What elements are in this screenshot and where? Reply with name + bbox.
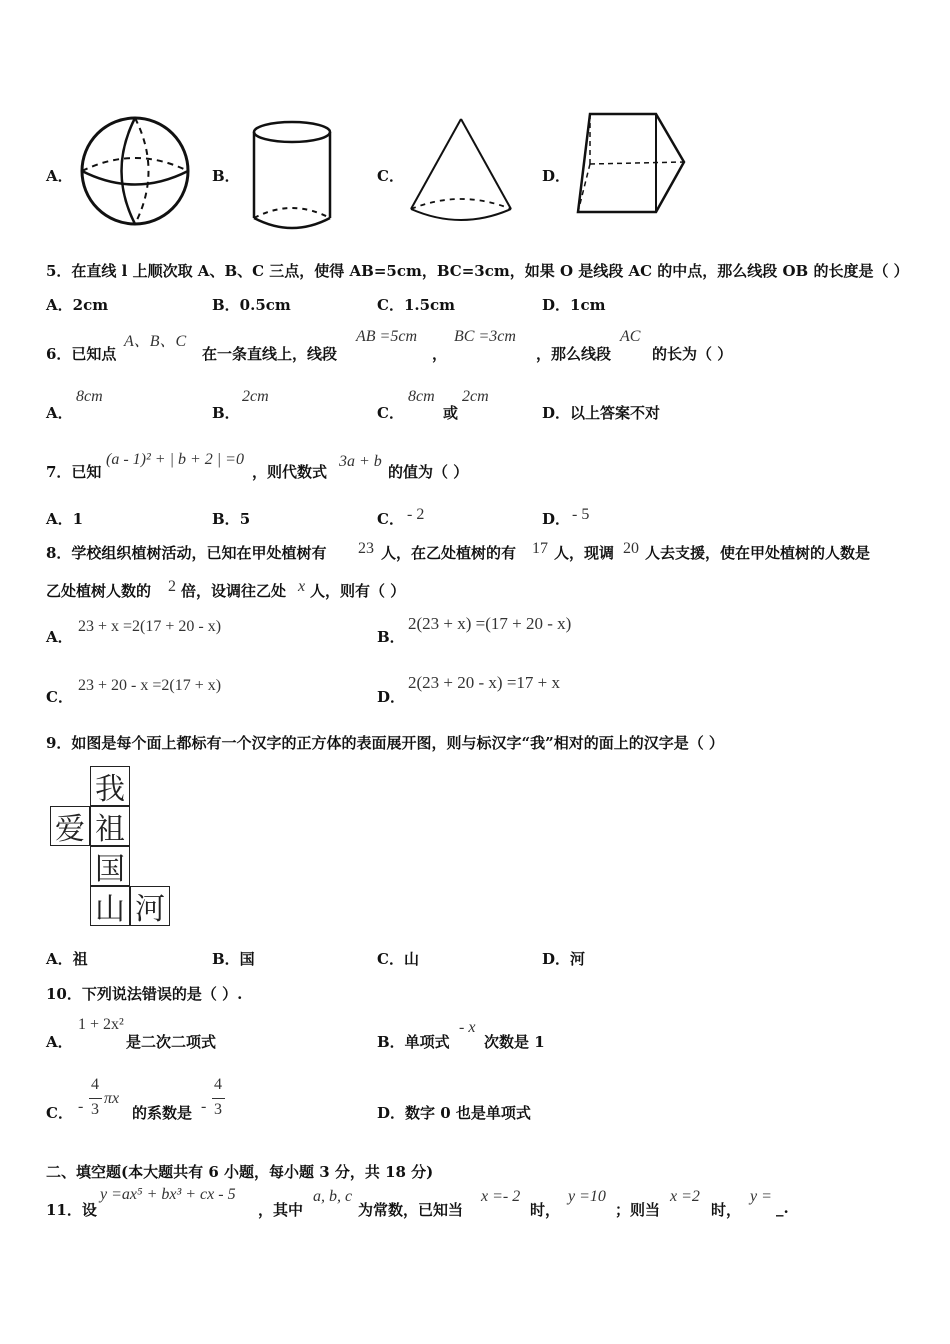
section-2-title: 二、填空题(本大题共有 6 小题，每小题 3 分，共 18 分)	[46, 1163, 434, 1181]
sphere-icon	[78, 113, 194, 229]
fraction-bar	[89, 1098, 102, 1099]
q10-option-a-text: 是二次二项式	[126, 1033, 217, 1051]
net-cell-wo: 我	[90, 766, 130, 806]
q8-option-d-label: D．	[377, 688, 406, 706]
q6-option-c-math2: 2cm	[462, 388, 489, 405]
q6-option-c-math1: 8cm	[408, 388, 435, 405]
cylinder-icon	[248, 118, 336, 234]
q5-option-c: C．1.5cm	[377, 296, 456, 314]
q10-option-d: D．数字 0 也是单项式	[377, 1104, 531, 1122]
q6-option-c-or: 或	[443, 404, 459, 422]
q10-option-b-text: 次数是 1	[484, 1033, 545, 1051]
q7-option-c-value: - 2	[407, 506, 425, 523]
q10-option-b-label: B．单项式	[377, 1033, 450, 1051]
q5-stem: 5．在直线 l 上顺次取 A、B、C 三点，使得 AB=5cm，BC=3cm，如果 O 是线段 AC 的中点，那么线段 OB 的长度是（ ）	[46, 262, 909, 280]
q8-option-d-expr: 2(23 + 20 - x) =17 + x	[408, 673, 560, 692]
net-cell-he: 河	[130, 886, 170, 926]
q5-option-a: A．2cm	[46, 296, 109, 314]
q10-option-a-math: 1 + 2x²	[78, 1016, 124, 1033]
q4-option-a-label: A．	[46, 167, 73, 185]
q5-option-d: D．1cm	[542, 296, 606, 314]
q7-option-b: B．5	[212, 510, 251, 528]
q6-option-c-label: C．	[377, 404, 404, 422]
q4-option-d-label: D．	[542, 167, 571, 185]
q10-stem: 10．下列说法错误的是（ ）.	[46, 985, 243, 1003]
q10-option-c-text: 的系数是	[132, 1104, 193, 1122]
q9-option-c: C．山	[377, 950, 419, 968]
net-cell-guo: 国	[90, 846, 130, 886]
q9-option-a: A．祖	[46, 950, 88, 968]
net-cell-shan: 山	[90, 886, 130, 926]
q6-option-a-math: 8cm	[76, 388, 103, 405]
q6-option-a-label: A．	[46, 404, 73, 422]
q9-option-d: D．河	[542, 950, 586, 968]
q8-option-b-expr: 2(23 + x) =(17 + 20 - x)	[408, 614, 572, 633]
q5-option-b: B．0.5cm	[212, 296, 291, 314]
q8-option-c-label: C．	[46, 688, 73, 706]
q8-option-a-label: A．	[46, 628, 73, 646]
q4-option-c-label: C．	[377, 167, 404, 185]
q9-stem: 9．如图是每个面上都标有一个汉字的正方体的表面展开图，则与标汉字“我”相对的面上的汉字是（ ）	[46, 734, 724, 752]
q8-option-c-expr: 23 + 20 - x =2(17 + x)	[78, 677, 222, 694]
q10-option-a-label: A．	[46, 1033, 73, 1051]
q10-option-b-math: - x	[459, 1019, 476, 1036]
q10-option-c-label: C．	[46, 1104, 73, 1122]
q4-option-b-label: B．	[212, 167, 240, 185]
cone-icon	[405, 113, 517, 225]
q7-option-a: A．1	[46, 510, 84, 528]
q6-option-b-label: B．	[212, 404, 240, 422]
q8-option-b-label: B．	[377, 628, 405, 646]
q7-option-c-label: C．	[377, 510, 404, 528]
prism-icon	[572, 108, 696, 224]
q6-option-b-math: 2cm	[242, 388, 269, 405]
q8-option-a-expr: 23 + x =2(17 + 20 - x)	[78, 618, 222, 635]
q7-option-d-label: D．	[542, 510, 571, 528]
q9-option-b: B．国	[212, 950, 255, 968]
net-cell-zu: 祖	[90, 806, 130, 846]
net-cell-ai: 爱	[50, 806, 90, 846]
q7-option-d-value: - 5	[572, 506, 590, 523]
fraction-bar	[212, 1098, 225, 1099]
q6-option-d: D．以上答案不对	[542, 404, 661, 422]
